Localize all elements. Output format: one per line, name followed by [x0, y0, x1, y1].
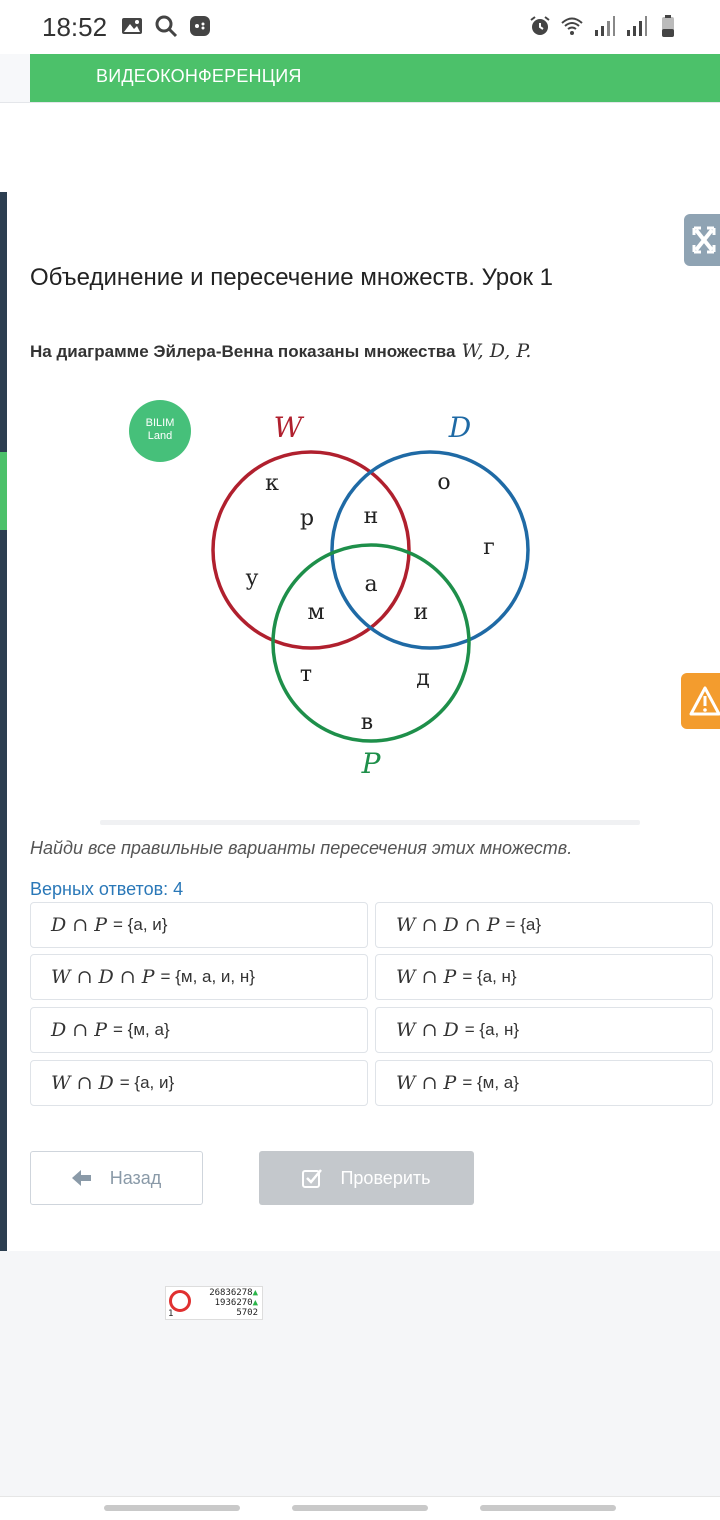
answer-option[interactable]: [30, 1007, 368, 1053]
content-divider: [100, 820, 640, 825]
game-icon: [188, 14, 212, 38]
option-expression: W ∩ D: [396, 1019, 459, 1041]
set-label-p: P: [361, 747, 381, 780]
set-label-d: D: [448, 411, 472, 444]
search-icon: [154, 14, 178, 38]
venn-element: р: [299, 506, 315, 531]
image-icon: [120, 14, 144, 38]
instruction-text: Найди все правильные варианты пересечения этих множеств.: [30, 838, 573, 858]
page-footer: [0, 1251, 720, 1496]
report-issue-button[interactable]: [681, 673, 720, 729]
answer-option[interactable]: [375, 1060, 713, 1106]
visit-counter[interactable]: [165, 1286, 263, 1320]
status-time: 18:52: [42, 12, 108, 42]
venn-circle-d: [332, 452, 528, 648]
option-expression: W ∩ D: [51, 1072, 114, 1094]
check-button[interactable]: [259, 1151, 474, 1205]
signal-icon: [624, 14, 648, 38]
left-rail-active-indicator: [0, 452, 7, 530]
status-icons-right: [528, 14, 680, 38]
wifi-icon: [560, 14, 584, 38]
option-expression: W ∩ D ∩ P: [51, 966, 155, 988]
answer-option[interactable]: [375, 1007, 713, 1053]
option-value: = {м, а}: [113, 1020, 170, 1039]
back-button-label: Назад: [109, 1167, 162, 1188]
check-square-icon: [302, 1168, 322, 1188]
option-expression: W ∩ D ∩ P: [396, 914, 500, 936]
venn-element: а: [364, 572, 378, 597]
question-sets: W, D, P.: [461, 340, 532, 362]
counter-line1: 26836278: [209, 1288, 253, 1298]
correct-answers-count: Верных ответов: 4: [30, 879, 184, 899]
arrow-left-icon: [72, 1170, 92, 1186]
question-label: На диаграмме Эйлера-Венна показаны множества: [30, 342, 456, 361]
status-bar: [0, 0, 720, 54]
logo-line2: Land: [147, 430, 173, 442]
venn-element: и: [413, 600, 429, 625]
answer-option[interactable]: [375, 902, 713, 948]
expand-icon: [684, 214, 720, 266]
venn-element: в: [360, 710, 374, 735]
option-value: = {м, а}: [462, 1073, 519, 1092]
videoconference-header[interactable]: [30, 54, 720, 102]
counter-line3: 5702: [236, 1308, 258, 1318]
set-label-w: W: [273, 411, 303, 444]
answer-option[interactable]: [375, 954, 713, 1000]
option-value: = {а, и}: [119, 1073, 175, 1092]
option-expression: D ∩ P: [51, 1019, 108, 1041]
answer-option[interactable]: [30, 1060, 368, 1106]
warning-icon: [681, 673, 720, 729]
option-value: = {а, н}: [464, 1020, 520, 1039]
nav-recent-button[interactable]: [104, 1505, 240, 1511]
venn-diagram: [180, 395, 560, 790]
venn-element: д: [416, 666, 430, 691]
venn-element: г: [483, 535, 495, 560]
venn-element: к: [265, 471, 279, 496]
venn-element: у: [245, 566, 259, 591]
venn-element: т: [299, 662, 313, 687]
lesson-title: Объединение и пересечение множеств. Урок 1: [30, 264, 554, 291]
signal-icon: [592, 14, 616, 38]
option-expression: W ∩ P: [396, 966, 457, 988]
option-value: = {а, н}: [462, 967, 517, 986]
answer-option[interactable]: [30, 902, 368, 948]
status-icons-left: [120, 14, 212, 38]
fullscreen-button[interactable]: [684, 214, 720, 266]
back-button[interactable]: [30, 1151, 203, 1205]
option-value: = {м, а, и, н}: [160, 967, 255, 986]
venn-element: о: [437, 470, 451, 495]
venn-element: н: [363, 504, 379, 529]
system-nav-bar: [0, 1496, 720, 1520]
option-value: = {а, и}: [113, 915, 168, 934]
logo-line1: BILIM: [145, 417, 175, 429]
question-text: [30, 340, 531, 362]
check-button-label: Проверить: [340, 1167, 431, 1188]
left-rail: [0, 192, 7, 1252]
up-arrow-icon: ▲: [252, 1288, 258, 1298]
nav-back-button[interactable]: [480, 1505, 616, 1511]
up-arrow-icon: ▲: [252, 1298, 258, 1308]
alarm-icon: [528, 14, 552, 38]
counter-corner: 1: [168, 1309, 174, 1319]
battery-icon: [656, 14, 680, 38]
counter-line2: 1936270: [214, 1298, 253, 1308]
nav-home-button[interactable]: [292, 1505, 428, 1511]
venn-element: м: [307, 600, 325, 625]
answer-option[interactable]: [30, 954, 368, 1000]
header-title: ВИДЕОКОНФЕРЕНЦИЯ: [96, 66, 302, 86]
option-expression: D ∩ P: [51, 914, 108, 936]
option-expression: W ∩ P: [396, 1072, 457, 1094]
option-value: = {а}: [505, 915, 542, 934]
